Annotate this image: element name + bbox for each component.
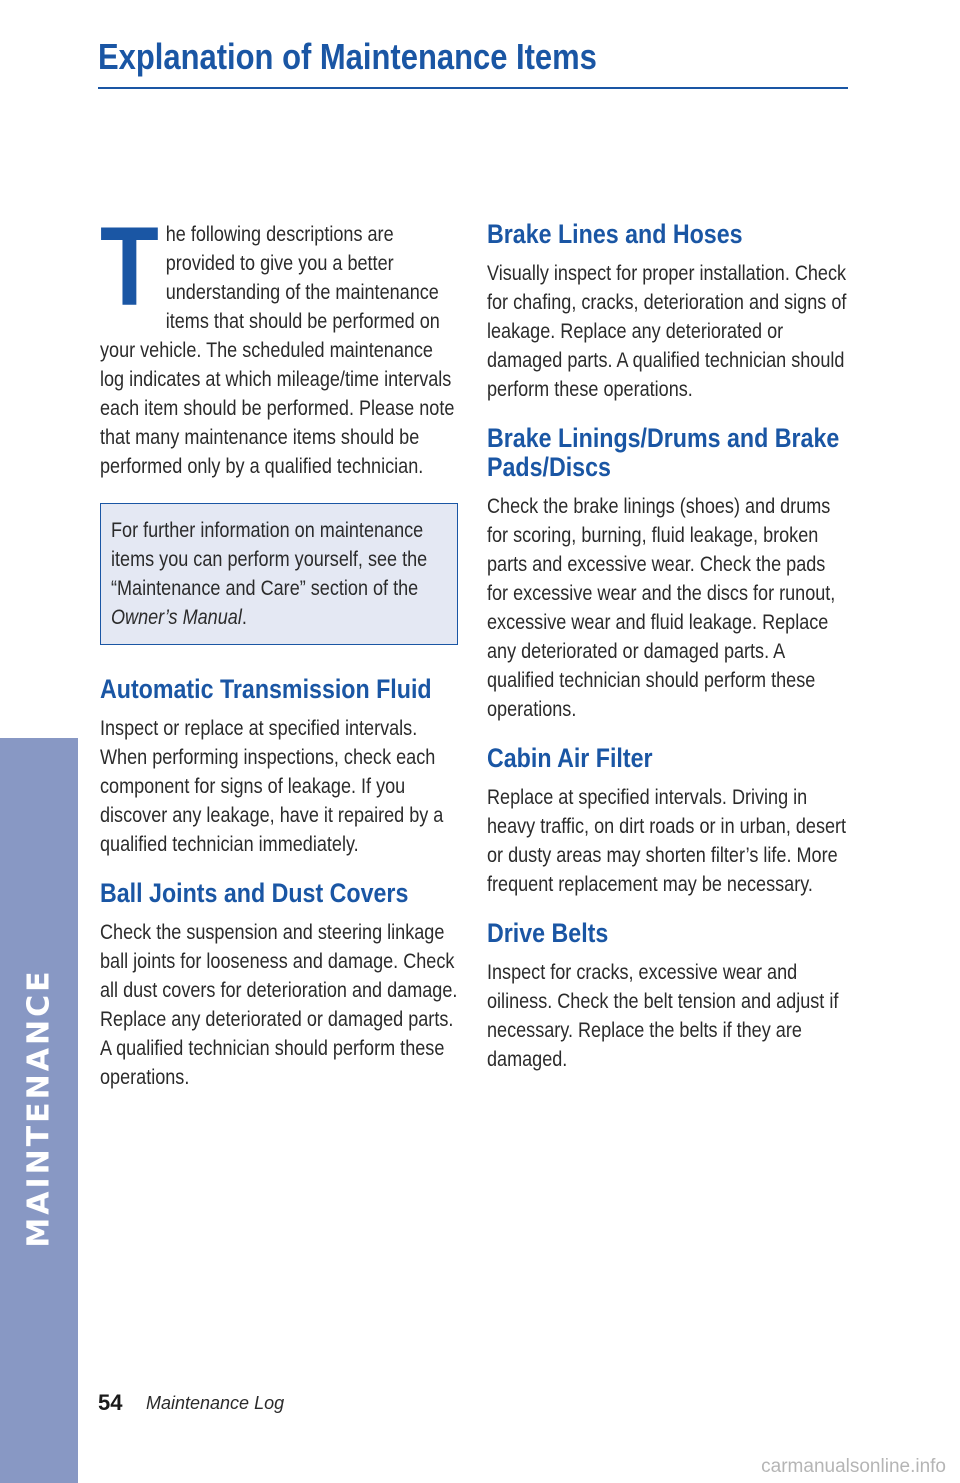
right-column [487,220,847,1094]
watermark: carmanualsonline.info [761,1456,946,1477]
section-heading: Drive Belts [487,918,609,948]
note-text [111,516,448,632]
section-body: Check the suspension and steering linkage ball joints for looseness and damage. Check all dust covers for deterioration and damage. Replace any deteriorated or damaged parts. A qualified technician should perform these operations. [100,921,458,1089]
section-body: Inspect for cracks, excessive wear and oiliness. Check the belt tension and adjust if necessary. Replace the belts if they are damaged. [487,961,839,1071]
page-number: 54 [98,1390,123,1415]
footer-label: Maintenance Log [146,1393,285,1413]
note-text-after: . [241,606,247,629]
section-body: Visually inspect for proper installation. Check for chafing, cracks, deterioration and signs of leakage. Replace any deteriorated or damaged parts. A qualified technician should perform these operations. [487,262,847,401]
intro-paragraph [100,204,458,481]
section-body: Replace at specified intervals. Driving in heavy traffic, on dirt roads or in urban, desert or dusty areas may shorten filter’s life. More frequent replacement may be necessary. [487,786,847,896]
page-title: Explanation of Maintenance Items [98,36,597,77]
section-body: Inspect or replace at specified intervals. When performing inspections, check each component for signs of leakage. If you discover any leakage, have it repaired by a qualified technician immediately. [100,717,444,856]
drop-cap: T [100,204,159,329]
section-heading: Brake Lines and Hoses [487,219,743,249]
info-note-box [100,503,458,645]
section-heading: Brake Linings/Drums and Brake Pads/Discs [487,423,840,482]
section-heading: Ball Joints and Dust Covers [100,878,409,908]
section-heading: Cabin Air Filter [487,743,653,773]
section-body: Check the brake linings (shoes) and drums for scoring, burning, fluid leakage, broken parts and excessive wear. Check the pads for excessive wear and the discs for runout, excessive wear and fluid leakage. Replace any deteriorated or damaged parts. A qualified technician should perform these operations. [487,495,836,721]
side-tab-label: MAINTENANCE [21,968,57,1248]
title-divider [98,87,848,89]
owners-manual-reference: Owner’s Manual [111,606,242,629]
intro-text: he following descriptions are provided to give you a better understanding of the maintenance items that should be performed on your vehicle. The scheduled maintenance log indicates at which mileage/time intervals each item should be performed. Please note that many maintenance items should be performed only by a qualified technician. [100,223,455,478]
section-heading: Automatic Transmission Fluid [100,674,432,704]
left-column [100,204,458,1112]
note-text-before: For further information on maintenance items you can perform yourself, see the “Maintenance and Care” section of the [111,519,428,600]
